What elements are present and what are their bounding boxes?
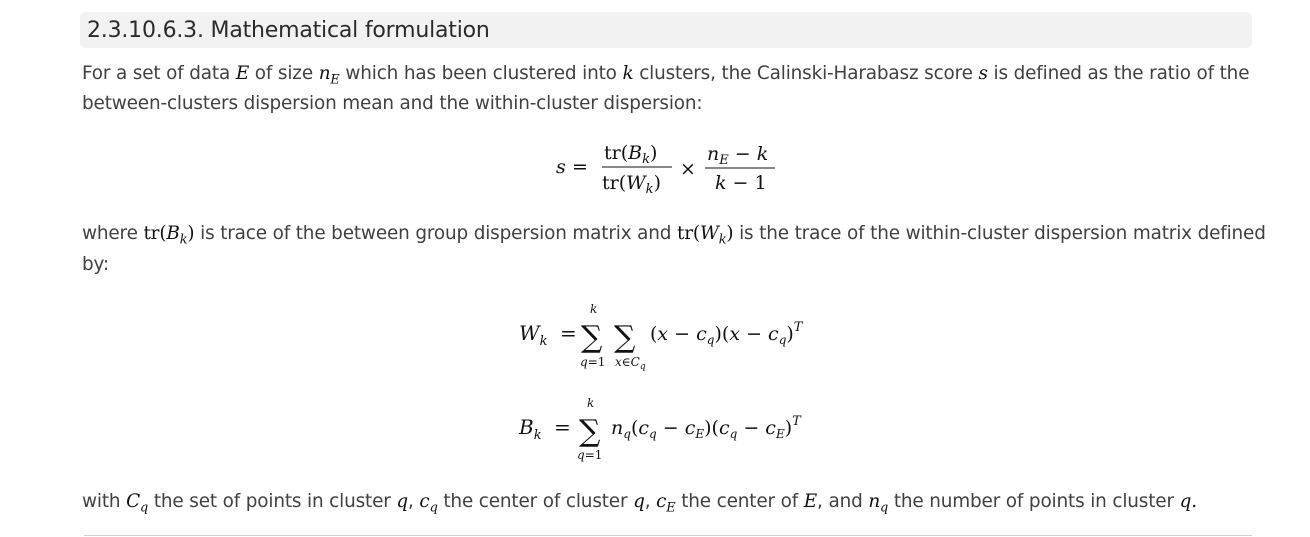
svg-text:q=1: q=1	[580, 355, 606, 369]
math-tr: tr	[143, 223, 160, 244]
within-dispersion-formula	[505, 296, 845, 376]
svg-text:q=1: q=1	[577, 448, 603, 462]
math-q: q	[1179, 491, 1192, 512]
math-tr: tr	[677, 223, 693, 244]
math-cq	[419, 491, 438, 516]
math-Cq	[126, 491, 149, 516]
svg-text:nq(cq − cE)(cq − cE)T: $n_q(c_q - c_E)(c_q - c_E)^T$	[611, 414, 801, 441]
svg-text:×: ×	[680, 158, 696, 180]
svg-text:k: k	[587, 396, 595, 410]
trace-paragraph-line-2: by:	[82, 254, 109, 275]
math-trW: $tr(W_k)$	[677, 223, 734, 248]
math-nq	[868, 491, 889, 516]
math-sub-E: E	[666, 500, 676, 516]
intro-paragraph-line-1	[82, 59, 1249, 89]
svg-text:x∈Cq: $x\in C_q$	[615, 355, 646, 372]
svg-text:∑: ∑	[614, 320, 636, 355]
intro-text-5: is defined as the ratio of the	[993, 63, 1250, 84]
svg-text:=: =	[554, 415, 571, 439]
math-B: B	[166, 223, 180, 244]
section-divider	[84, 535, 1252, 536]
svg-text:Wk: $W_k$	[519, 321, 548, 349]
math-c: c	[419, 491, 430, 512]
svg-text:tr(Bk): $tr(B_k)$	[604, 142, 658, 167]
math-nE	[318, 63, 340, 88]
trace-paragraph-line-1	[82, 219, 1266, 249]
closing-text-1: with	[82, 491, 121, 512]
trace-text-3: is the trace of the within-cluster dispersion matrix defined	[739, 223, 1266, 244]
math-k: k	[622, 63, 634, 84]
intro-paragraph-line-2: between-clusters dispersion mean and the within-cluster dispersion:	[82, 93, 703, 114]
closing-text-5: and	[828, 491, 863, 512]
closing-text-2: the set of points in cluster	[153, 491, 391, 512]
math-sub-q: q	[140, 500, 149, 516]
svg-text:k − 1: k − 1	[715, 172, 767, 194]
svg-text:s: s	[556, 156, 566, 178]
svg-text:∑: ∑	[579, 414, 601, 449]
math-n: n	[868, 491, 881, 512]
score-formula	[540, 134, 800, 198]
svg-text:=: =	[572, 156, 588, 178]
math-cE	[656, 491, 676, 516]
svg-text:∑: ∑	[581, 320, 603, 355]
math-trB: $tr(B_k)$	[143, 223, 195, 248]
math-sub-k: k	[179, 232, 188, 248]
closing-paragraph: with $C_q$ the set of points in cluster q, $c_q$ the center of cluster q, $c_E$ the center of E, and $n_q$ the number of points in cluster q.	[82, 491, 1197, 516]
svg-text:k: k	[590, 302, 598, 316]
svg-text:nE − k: $n_E - k$	[707, 143, 769, 168]
math-q: q	[633, 491, 645, 512]
closing-text-3: the center of cluster	[443, 491, 628, 512]
math-sub-k: k	[718, 232, 727, 248]
svg-text:(x − cq)(x − cq)T: $(x - c_q)(x - c_q)^T$	[650, 320, 803, 347]
intro-text-4: clusters, the Calinski-Harabasz score	[639, 63, 973, 84]
math-C: C	[126, 491, 141, 512]
svg-text:=: =	[560, 321, 577, 345]
math-W: W	[699, 223, 719, 244]
trace-text-1: where	[82, 223, 138, 244]
math-s: s	[978, 63, 988, 84]
closing-text-6: the number of points in cluster	[893, 491, 1174, 512]
closing-text-4: the center of	[681, 491, 799, 512]
trace-text-2: is trace of the between group dispersion matrix and	[200, 223, 672, 244]
svg-text:tr(Wk): $tr(W_k)$	[602, 172, 661, 197]
section-title: Mathematical formulation	[210, 18, 490, 43]
math-sub-q: q	[429, 500, 438, 516]
intro-text-2: of size	[254, 63, 313, 84]
math-E: E	[803, 491, 818, 512]
math-q: q	[396, 491, 409, 512]
math-c: c	[656, 491, 667, 512]
intro-text-3: which has been clustered into	[345, 63, 617, 84]
intro-text-1: For a set of data	[82, 63, 231, 84]
math-sub-E: E	[330, 72, 340, 88]
math-q-final: q.	[1179, 491, 1197, 512]
between-dispersion-formula	[505, 390, 845, 465]
section-number: 2.3.10.6.3.	[87, 18, 204, 43]
section-heading-bar	[80, 12, 1252, 48]
math-sub-q: q	[880, 500, 889, 516]
math-n: n	[318, 63, 331, 84]
section-heading	[87, 18, 490, 43]
svg-text:Bk: $B_k$	[519, 415, 542, 443]
math-E: E	[235, 63, 250, 84]
